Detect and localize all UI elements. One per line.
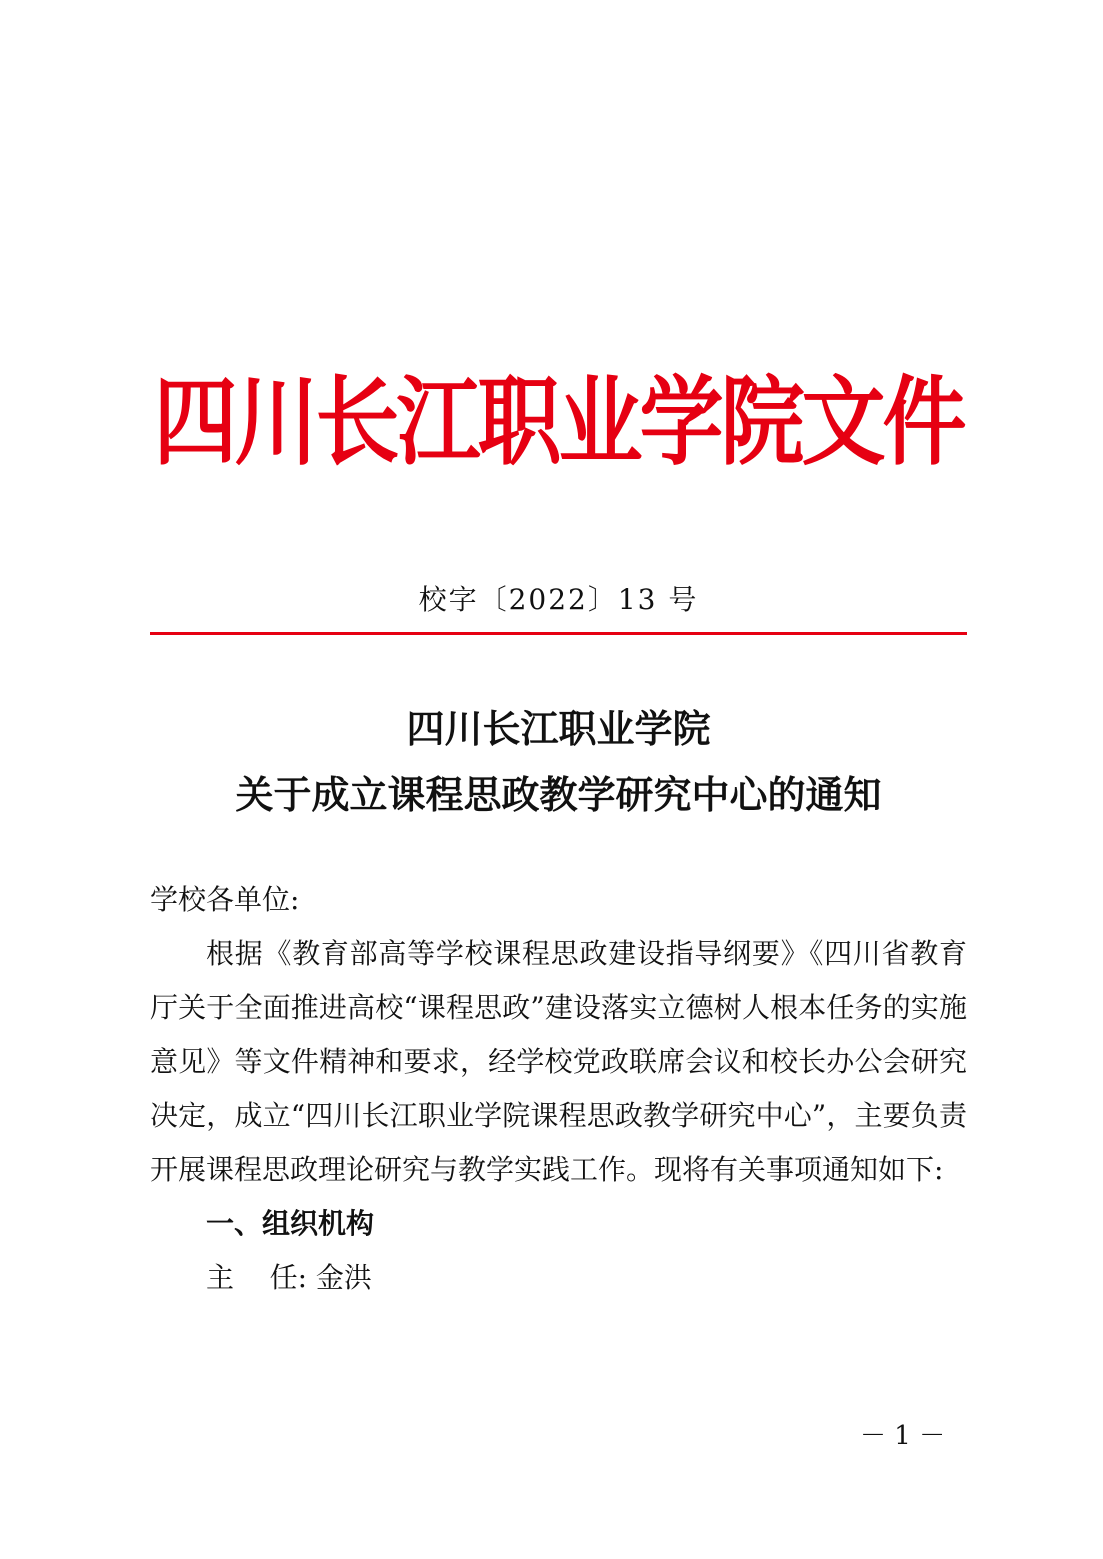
document-title-line-2: 关于成立课程思政教学研究中心的通知 [235,772,882,817]
body-paragraph: 根据《教育部高等学校课程思政建设指导纲要》《四川省教育厅关于全面推进高校“课程思政”建设落实立德树人根本任务的实施意见》等文件精神和要求，经学校党政联席会议和校长办公会研究决定，成立“四川长江职业学院课程思政教学研究中心”，主要负责开展课程思政理论研究与教学实践工作。现将有关事项通知如下: [150,937,967,1186]
director-line: 主 任: 金洪 [206,1261,372,1294]
document-body [150,873,967,1305]
section-heading: 一、组织机构 [206,1207,375,1240]
document-masthead: 四川长江职业学院文件 [153,365,964,479]
page-number: － 1 － [860,1421,946,1451]
red-divider-line [150,632,967,635]
document-title-line-1: 四川长江职业学院 [406,706,711,751]
salutation: 学校各单位: [150,883,300,916]
document-number: 校字〔2022〕13 号 [418,583,699,616]
